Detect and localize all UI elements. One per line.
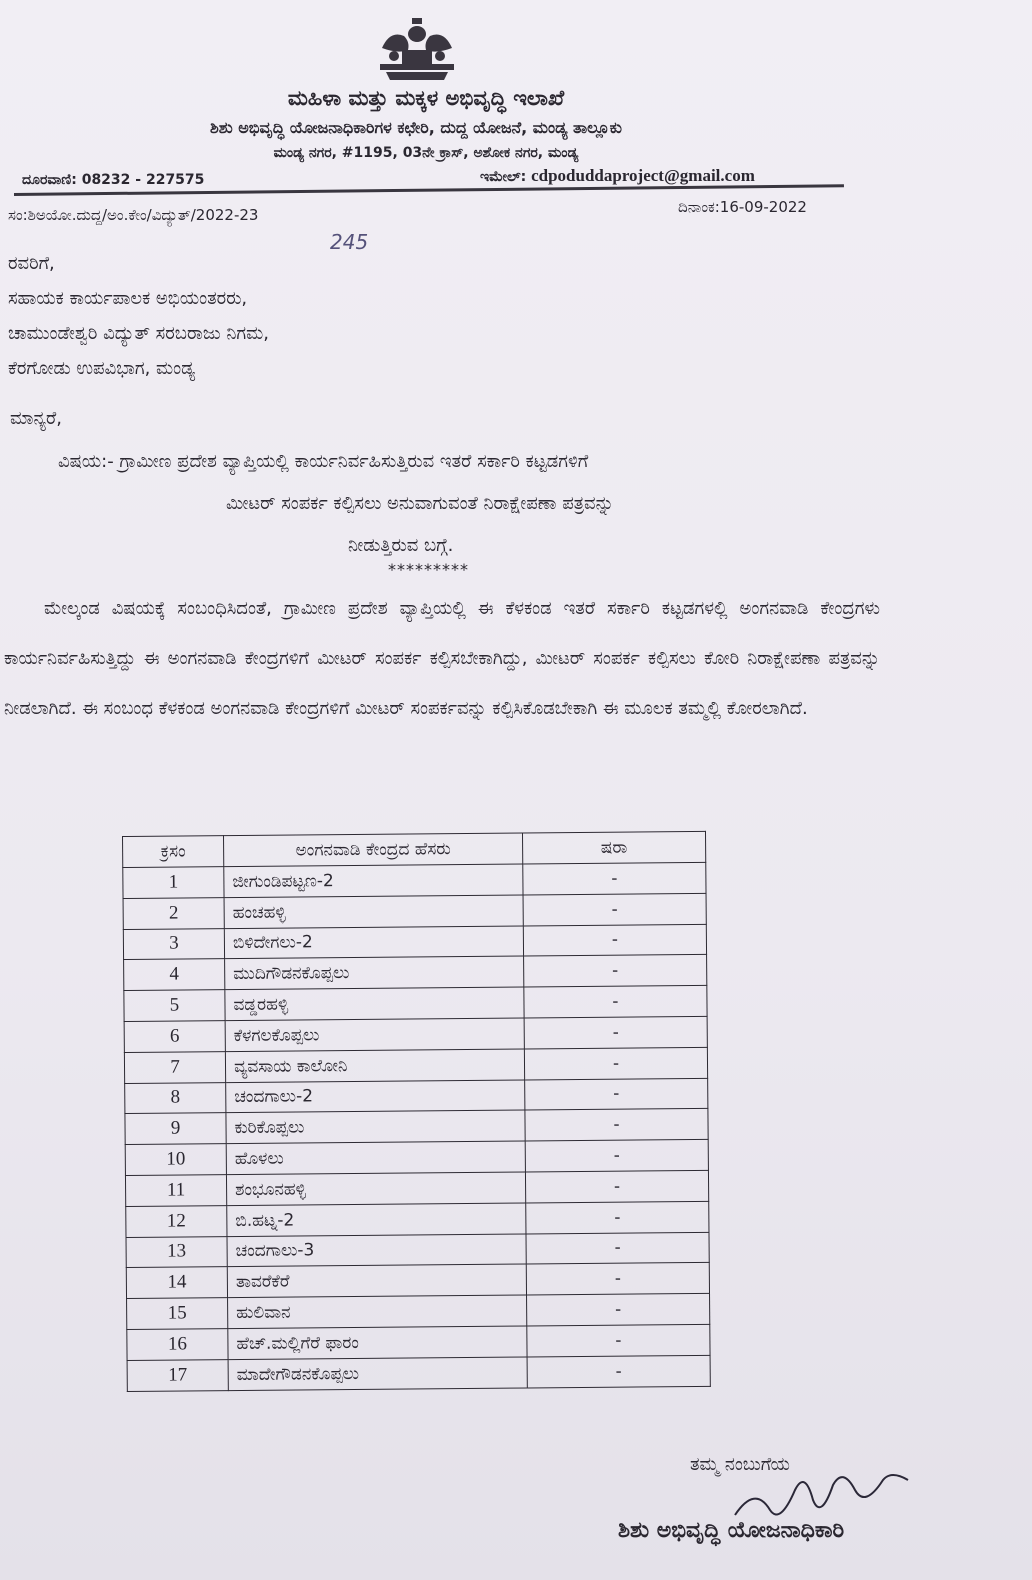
row-remark: - <box>523 893 706 925</box>
phone-number: ದೂರವಾಣಿ: 08232 - 227575 <box>22 172 205 188</box>
subject-line: ಮೀಟರ್ ಸಂಪರ್ಕ ಕಲ್ಪಿಸಲು ಅನುವಾಗುವಂತೆ ನಿರಾಕ್ಷೇಪಣಾ ಪತ್ರವನ್ನು <box>226 493 614 514</box>
table-row <box>127 1355 710 1391</box>
anganwadi-name: ವ್ಯವಸಾಯ ಕಾಲೋನಿ <box>225 1049 524 1082</box>
department-name: ಮಹಿಳಾ ಮತ್ತು ಮಕ್ಕಳ ಅಭಿವೃದ್ಧಿ ಇಲಾಖೆ <box>287 86 565 110</box>
row-number: 3 <box>123 928 224 960</box>
row-remark: - <box>524 986 707 1018</box>
table-row <box>125 1170 708 1206</box>
table-row <box>124 986 707 1022</box>
recipient-greeting: ರವರಿಗೆ, <box>8 253 55 274</box>
letter-date: ದಿನಾಂಕ:16-09-2022 <box>678 198 807 216</box>
table-header-row <box>123 831 706 867</box>
anganwadi-name: ಕೆಳಗಲಕೊಪ್ಪಲು <box>225 1018 524 1051</box>
row-remark: - <box>525 1078 708 1110</box>
row-remark: - <box>526 1232 709 1264</box>
table-row <box>123 862 706 898</box>
office-address: ಮಂಡ್ಯ ನಗರ, #1195, 03ನೇ ಕ್ರಾಸ್, ಅಶೋಕ ನಗರ, ಮಂಡ್ಯ <box>273 145 579 161</box>
anganwadi-name: ಕುರಿಕೊಪ್ಪಲು <box>226 1110 525 1143</box>
table-row <box>126 1201 709 1237</box>
row-remark: - <box>524 1016 707 1048</box>
row-remark: - <box>525 1109 708 1141</box>
table-row <box>123 893 706 929</box>
recipient-line: ಸಹಾಯಕ ಕಾರ್ಯಪಾಲಕ ಅಭಿಯಂತರರು, <box>8 288 248 309</box>
row-number: 9 <box>125 1113 226 1145</box>
reference-number: ಸಂ:ಶಿಅಯೋ.ದುದ್ದ/ಅಂ.ಕೇಂ/ವಿದ್ಯುತ್/2022-23 <box>8 206 259 224</box>
column-header: ಕ್ರಸಂ <box>123 836 224 868</box>
anganwadi-table <box>122 831 711 1392</box>
subject-line: ನೀಡುತ್ತಿರುವ ಬಗ್ಗೆ. <box>348 535 454 556</box>
table-row <box>125 1078 708 1114</box>
anganwadi-name: ವಡ್ಡರಹಳ್ಳಿ <box>225 987 524 1020</box>
closing-text: ತಮ್ಮ ನಂಬುಗೆಯ <box>690 1454 790 1475</box>
handwritten-number: 245 <box>330 230 369 254</box>
table-row <box>127 1294 710 1330</box>
table-row <box>125 1140 708 1176</box>
row-remark: - <box>525 1140 708 1172</box>
anganwadi-name: ಚಂದಗಾಲು-3 <box>227 1234 526 1267</box>
row-number: 6 <box>124 1021 225 1053</box>
row-number: 1 <box>123 867 224 899</box>
anganwadi-name: ಮುದಿಗೌಡನಕೊಪ್ಪಲು <box>225 956 524 989</box>
table-row <box>126 1232 709 1268</box>
row-remark: - <box>527 1355 710 1387</box>
subject-line: ವಿಷಯ:- ಗ್ರಾಮೀಣ ಪ್ರದೇಶ ವ್ಯಾಪ್ತಿಯಲ್ಲಿ ಕಾರ್ಯನಿರ್ವಹಿಸುತ್ತಿರುವ ಇತರೆ ಸರ್ಕಾರಿ ಕಟ್ಟಡಗಳಿಗೆ <box>58 451 589 472</box>
table-row <box>123 924 706 960</box>
row-number: 16 <box>127 1329 228 1361</box>
row-number: 10 <box>125 1144 226 1176</box>
anganwadi-name: ಬಿಳಿದೇಗಲು-2 <box>224 926 523 959</box>
recipient-line: ಕೆರಗೋಡು ಉಪವಿಭಾಗ, ಮಂಡ್ಯ <box>8 358 196 379</box>
recipient-line: ಚಾಮುಂಡೇಶ್ವರಿ ವಿದ್ಯುತ್ ಸರಬರಾಜು ನಿಗಮ, <box>8 323 269 344</box>
table-row <box>124 1047 707 1083</box>
anganwadi-name: ಹುಲಿವಾನ <box>228 1295 527 1328</box>
salutation: ಮಾನ್ಯರೆ, <box>10 408 62 429</box>
anganwadi-name: ಬಿ.ಹಟ್ನ-2 <box>227 1203 526 1236</box>
anganwadi-name: ಹಂಚಹಳ್ಳಿ <box>224 895 523 928</box>
email-label: ಇಮೇಲ್: <box>480 169 527 185</box>
anganwadi-name: ತಾವರೆಕೆರೆ <box>227 1264 526 1297</box>
table-row <box>126 1263 709 1299</box>
email-address: cdpoduddaproject@gmail.com <box>531 166 755 185</box>
office-name: ಶಿಶು ಅಭಿವೃದ್ಧಿ ಯೋಜನಾಧಿಕಾರಿಗಳ ಕಛೇರಿ, ದುದ್ದ ಯೋಜನೆ, ಮಂಡ್ಯ ತಾಲ್ಲೂಕು <box>210 118 622 137</box>
anganwadi-name: ಹೆಚ್.ಮಲ್ಲಿಗೆರೆ ಫಾರಂ <box>228 1326 527 1359</box>
row-number: 8 <box>125 1082 226 1114</box>
row-remark: - <box>526 1201 709 1233</box>
subject-block <box>58 441 858 567</box>
row-number: 15 <box>127 1298 228 1330</box>
row-remark: - <box>525 1170 708 1202</box>
table-row <box>127 1324 710 1360</box>
email-block <box>480 166 755 186</box>
row-remark: - <box>524 1047 707 1079</box>
row-remark: - <box>527 1324 710 1356</box>
row-remark: - <box>526 1263 709 1295</box>
recipient-block <box>8 246 269 386</box>
letter-body <box>4 584 880 734</box>
signatory-title: ಶಿಶು ಅಭಿವೃದ್ಧಿ ಯೋಜನಾಧಿಕಾರಿ <box>618 1518 845 1543</box>
row-number: 7 <box>124 1051 225 1083</box>
row-number: 5 <box>124 990 225 1022</box>
row-remark: - <box>524 955 707 987</box>
row-number: 11 <box>125 1175 226 1207</box>
row-number: 13 <box>126 1236 227 1268</box>
column-header: ಷರಾ <box>522 831 705 864</box>
row-number: 12 <box>126 1205 227 1237</box>
row-number: 17 <box>127 1359 228 1391</box>
row-number: 2 <box>123 897 224 929</box>
anganwadi-name: ಜೀಗುಂಡಿಪಟ್ಟಣ-2 <box>224 864 523 897</box>
table-row <box>125 1109 708 1145</box>
anganwadi-name: ಚಂದಗಾಲು-2 <box>226 1080 525 1113</box>
row-remark: - <box>523 924 706 956</box>
table-row <box>124 1016 707 1052</box>
row-number: 14 <box>126 1267 227 1299</box>
separator: ********* <box>388 560 469 579</box>
table-row <box>124 955 707 991</box>
state-emblem-icon <box>372 14 462 88</box>
anganwadi-name: ಹೊಳಲು <box>226 1141 525 1174</box>
column-header: ಅಂಗನವಾಡಿ ಕೇಂದ್ರದ ಹೆಸರು <box>224 833 523 867</box>
row-number: 4 <box>124 959 225 991</box>
row-remark: - <box>527 1294 710 1326</box>
row-remark: - <box>523 862 706 894</box>
body-paragraph: ಮೇಲ್ಕಂಡ ವಿಷಯಕ್ಕೆ ಸಂಬಂಧಿಸಿದಂತೆ, ಗ್ರಾಮೀಣ ಪ್ರದೇಶ ವ್ಯಾಪ್ತಿಯಲ್ಲಿ ಈ ಕೆಳಕಂಡ ಇತರೆ ಸರ್ಕಾರಿ ಕಟ್ಟಡಗಳಲ್ಲಿ ಅಂಗನವಾಡಿ ಕೇಂದ್ರಗಳು ಕಾರ್ಯನಿರ್ವಹಿಸುತ್ತಿದ್ದು ಈ ಅಂಗನವಾಡಿ ಕೇಂದ್ರಗಳಿಗೆ ಮೀಟರ್ ಸಂಪರ್ಕ ಕಲ್ಪಿಸಬೇಕಾಗಿದ್ದು, ಮೀಟರ್ ಸಂಪರ್ಕ ಕಲ್ಪಿಸಲು ಕೋರಿ ನಿರಾಕ್ಷೇಪಣಾ ಪತ್ರವನ್ನು ನೀಡಲಾಗಿದೆ. ಈ ಸಂಬಂಧ ಕೆಳಕಂಡ ಅಂಗನವಾಡಿ ಕೇಂದ್ರಗಳಿಗೆ ಮೀಟರ್ ಸಂಪರ್ಕವನ್ನು ಕಲ್ಪಿಸಿಕೊಡಬೇಕಾಗಿ ಈ ಮೂಲಕ ತಮ್ಮಲ್ಲಿ ಕೋರಲಾಗಿದೆ. <box>4 598 880 719</box>
anganwadi-name: ಮಾದೇಗೌಡನಕೊಪ್ಪಲು <box>228 1357 527 1390</box>
anganwadi-name: ಶಂಭೂನಹಳ್ಳಿ <box>226 1172 525 1205</box>
